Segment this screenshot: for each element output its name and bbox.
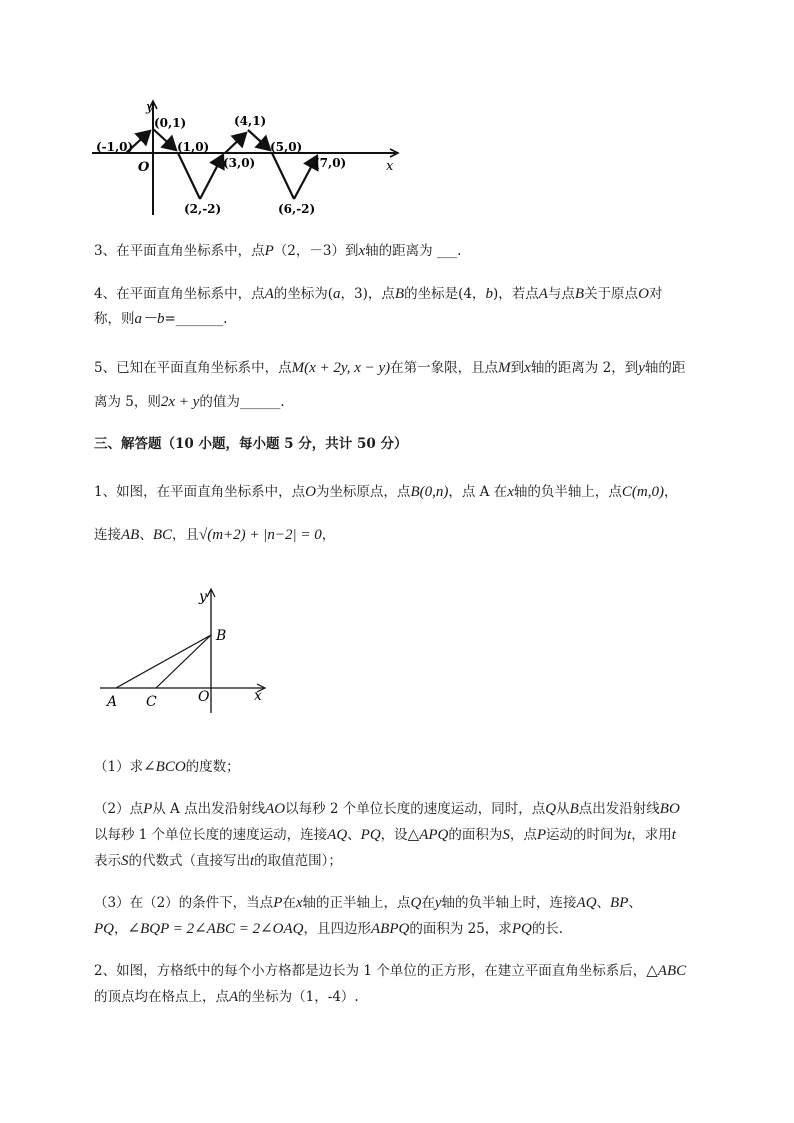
q4-var: b bbox=[485, 286, 493, 302]
q5-var: M bbox=[291, 360, 305, 376]
q3-text: 轴的距离为 ___. bbox=[365, 243, 462, 259]
p1-var: x bbox=[507, 484, 514, 500]
problem-1-line-1 bbox=[94, 482, 677, 502]
sub2-var: PQ bbox=[360, 827, 381, 843]
point-label: (2,-2) bbox=[184, 202, 222, 216]
sub2-text: 从 A 点出发沿射线 bbox=[152, 801, 266, 817]
q3-text: 3、在平面直角坐标系中，点 bbox=[94, 243, 265, 259]
sub2-var: AO bbox=[265, 801, 286, 817]
triangle-diagram bbox=[96, 585, 276, 715]
subquestion-2-line-1 bbox=[94, 799, 680, 819]
sub3-var: PQ bbox=[511, 921, 532, 937]
sub2-text: 以每秒 2 个单位长度的速度运动，同时，点 bbox=[285, 801, 546, 817]
p1-text: ， bbox=[321, 527, 336, 543]
sub3-text: 、 bbox=[596, 895, 611, 911]
q4-text: )，若点 bbox=[492, 286, 539, 302]
q5-text: 离为 5，则 bbox=[94, 394, 161, 410]
section-heading: 三、解答题（10 小题，每小题 5 分，共计 50 分） bbox=[94, 436, 408, 452]
sub2-text: ，点 bbox=[509, 827, 537, 843]
sub3-text: 的长. bbox=[531, 921, 564, 937]
q4-text: 关于原点 bbox=[584, 286, 639, 302]
q4-var: B bbox=[394, 286, 405, 302]
sub2-text: （2）点 bbox=[94, 801, 144, 817]
label-B: B bbox=[216, 628, 227, 644]
sub3-text: ， bbox=[114, 921, 128, 937]
axis-y-label: y bbox=[199, 589, 207, 605]
q4-text: 4、在平面直角坐标系中，点 bbox=[94, 286, 265, 302]
point-label: (0,1) bbox=[154, 116, 187, 130]
q4-var: B bbox=[574, 286, 585, 302]
sub2-var: B bbox=[569, 801, 579, 817]
sub3-var: ABPQ bbox=[371, 921, 410, 937]
point-label: (7,0) bbox=[314, 156, 347, 170]
axis-y-label: y bbox=[146, 100, 154, 115]
label-A: A bbox=[107, 694, 118, 710]
q4-expr: a－b bbox=[134, 311, 165, 327]
sub2-text: 以每秒 1 个单位长度的速度运动，连接 bbox=[94, 827, 328, 843]
label-C: C bbox=[146, 694, 157, 710]
p1-text: 、 bbox=[139, 527, 153, 543]
sub3-var: Q bbox=[410, 895, 422, 911]
sub2-var: △APQ bbox=[407, 827, 449, 843]
q5-expr: 2x + y bbox=[160, 394, 200, 410]
q5-var: x bbox=[524, 360, 531, 376]
p1-expr: BC bbox=[152, 527, 172, 543]
p1-expr: AB bbox=[121, 527, 140, 543]
sub3-text: 的面积为 25，求 bbox=[409, 921, 512, 937]
q4-text: 称，则 bbox=[94, 311, 135, 327]
p2-var: A bbox=[229, 989, 239, 1005]
sub2-var: t bbox=[671, 827, 676, 843]
q5-text: 到 bbox=[510, 360, 525, 376]
p1-text: 为坐标原点，点 bbox=[315, 484, 411, 500]
sub2-var: t bbox=[627, 827, 632, 843]
sub1-text: 的度数； bbox=[185, 759, 240, 775]
q5-text: 在第一象限，且点 bbox=[390, 360, 499, 376]
subquestion-1 bbox=[94, 757, 240, 777]
sub3-equation: ∠BQP = 2∠ABC = 2∠OAQ bbox=[127, 921, 304, 937]
point-label: (6,-2) bbox=[278, 202, 316, 216]
sub3-text: 轴的正半轴上，点 bbox=[302, 895, 411, 911]
p1-text: ，点 A 在 bbox=[448, 484, 508, 500]
sub2-text: ，设 bbox=[380, 827, 408, 843]
sub2-text: 的取值范围）； bbox=[254, 853, 342, 869]
subquestion-2-line-2 bbox=[94, 825, 676, 845]
sub3-text: （3）在（2）的条件下，当点 bbox=[94, 895, 274, 911]
q4-var: a bbox=[333, 286, 341, 302]
question-3 bbox=[94, 241, 461, 261]
point-label: (-1,0) bbox=[96, 140, 134, 154]
sub3-var: BP bbox=[610, 895, 629, 911]
sub3-var: AQ bbox=[576, 895, 597, 911]
q3-axis: x bbox=[358, 243, 366, 259]
point-label: (5,0) bbox=[270, 140, 303, 154]
label-O: O bbox=[198, 689, 210, 705]
q5-text: 5、已知在平面直角坐标系中，点 bbox=[94, 360, 292, 376]
sub3-var: x bbox=[295, 895, 303, 911]
q4-text: ，3)，点 bbox=[340, 286, 395, 302]
p2-var: △ABC bbox=[646, 963, 687, 979]
sub3-text: 在 bbox=[282, 895, 296, 911]
point-label: (4,1) bbox=[234, 114, 267, 128]
q3-text: （2，－3）到 bbox=[273, 243, 359, 259]
sub2-var: S bbox=[121, 853, 129, 869]
sub3-var: PQ bbox=[94, 921, 114, 937]
question-4-line-1 bbox=[94, 284, 662, 304]
sub3-var: P bbox=[273, 895, 283, 911]
p2-text: 2、如图，方格纸中的每个小方格都是边长为 1 个单位的正方形，在建立平面直角坐标系后， bbox=[94, 963, 647, 979]
sub2-var: BO bbox=[659, 801, 680, 817]
p1-expr: B(0,n) bbox=[410, 484, 449, 500]
q5-var: M bbox=[498, 360, 511, 376]
sub2-var: P bbox=[536, 827, 547, 843]
q5-text: 轴的距 bbox=[644, 360, 686, 376]
q3-point: P bbox=[264, 243, 274, 259]
p1-var: O bbox=[305, 484, 316, 500]
sub2-text: ，求用 bbox=[631, 827, 672, 843]
subquestion-2-line-3 bbox=[94, 851, 342, 871]
sub3-text: ，且四边形 bbox=[303, 921, 371, 937]
sub2-text: 从 bbox=[556, 801, 570, 817]
sub2-var: P bbox=[143, 801, 153, 817]
p1-text: 1、如图，在平面直角坐标系中，点 bbox=[94, 484, 306, 500]
q4-text: 的坐标是(4， bbox=[404, 286, 486, 302]
origin-label: O bbox=[138, 160, 150, 175]
question-5-line-1 bbox=[94, 358, 685, 378]
point-label: (3,0) bbox=[223, 156, 256, 170]
zigzag-figure bbox=[90, 95, 410, 220]
sub2-text: 点出发沿射线 bbox=[578, 801, 660, 817]
subquestion-3-line-1 bbox=[94, 893, 642, 913]
question-4-line-2 bbox=[94, 309, 227, 329]
sub2-var: AQ bbox=[327, 827, 348, 843]
sub2-var: Q bbox=[545, 801, 557, 817]
sub2-text: 表示 bbox=[94, 853, 121, 869]
q4-text: 的坐标为( bbox=[273, 286, 334, 302]
q4-var: O bbox=[638, 286, 649, 302]
q5-var: y bbox=[638, 360, 645, 376]
problem-2-line-1 bbox=[94, 961, 686, 981]
q5-text: 的值为______. bbox=[199, 394, 285, 410]
q4-text: =_______. bbox=[164, 311, 228, 327]
subquestion-3-line-2 bbox=[94, 919, 563, 939]
p1-expr: C(m,0) bbox=[621, 484, 664, 500]
q4-var: A bbox=[538, 286, 548, 302]
question-5-line-2 bbox=[94, 392, 285, 412]
q5-expr: (x + 2y, x − y) bbox=[304, 360, 391, 376]
sub2-var: S bbox=[502, 827, 510, 843]
p1-condition: √(m+2) + |n−2| = 0 bbox=[199, 527, 322, 543]
sub3-text: 轴的负半轴上时，连接 bbox=[441, 895, 577, 911]
p2-text: 的坐标为（1，-4）. bbox=[238, 989, 359, 1005]
sub3-text: 、 bbox=[628, 895, 642, 911]
problem-2-line-2 bbox=[94, 987, 359, 1007]
p1-text: 连接 bbox=[94, 527, 121, 543]
p1-text: ， bbox=[663, 484, 678, 500]
q4-var: A bbox=[264, 286, 274, 302]
point-label: (1,0) bbox=[177, 140, 210, 154]
problem-1-line-2 bbox=[94, 525, 335, 545]
sub3-text: 在 bbox=[421, 895, 435, 911]
sub2-text: 运动的时间为 bbox=[546, 827, 628, 843]
sub1-text: （1）求 bbox=[94, 759, 144, 775]
q5-text: 轴的距离为 2，到 bbox=[530, 360, 639, 376]
sub2-text: 的面积为 bbox=[448, 827, 503, 843]
sub2-var: t bbox=[250, 853, 255, 869]
q4-text: 与点 bbox=[547, 286, 575, 302]
p1-text: ，且 bbox=[172, 527, 199, 543]
sub3-var: y bbox=[434, 895, 442, 911]
p2-text: 的顶点均在格点上，点 bbox=[94, 989, 229, 1005]
sub1-angle: ∠BCO bbox=[143, 759, 186, 775]
triangle-figure bbox=[96, 585, 276, 715]
zigzag-diagram bbox=[90, 95, 410, 220]
q4-text: 对 bbox=[648, 286, 663, 302]
p1-text: 轴的负半轴上，点 bbox=[513, 484, 622, 500]
axis-x-label: x bbox=[386, 159, 394, 174]
axis-x-label: x bbox=[254, 688, 262, 704]
sub2-text: 的代数式（直接写出 bbox=[128, 853, 250, 869]
sub2-text: 、 bbox=[347, 827, 361, 843]
